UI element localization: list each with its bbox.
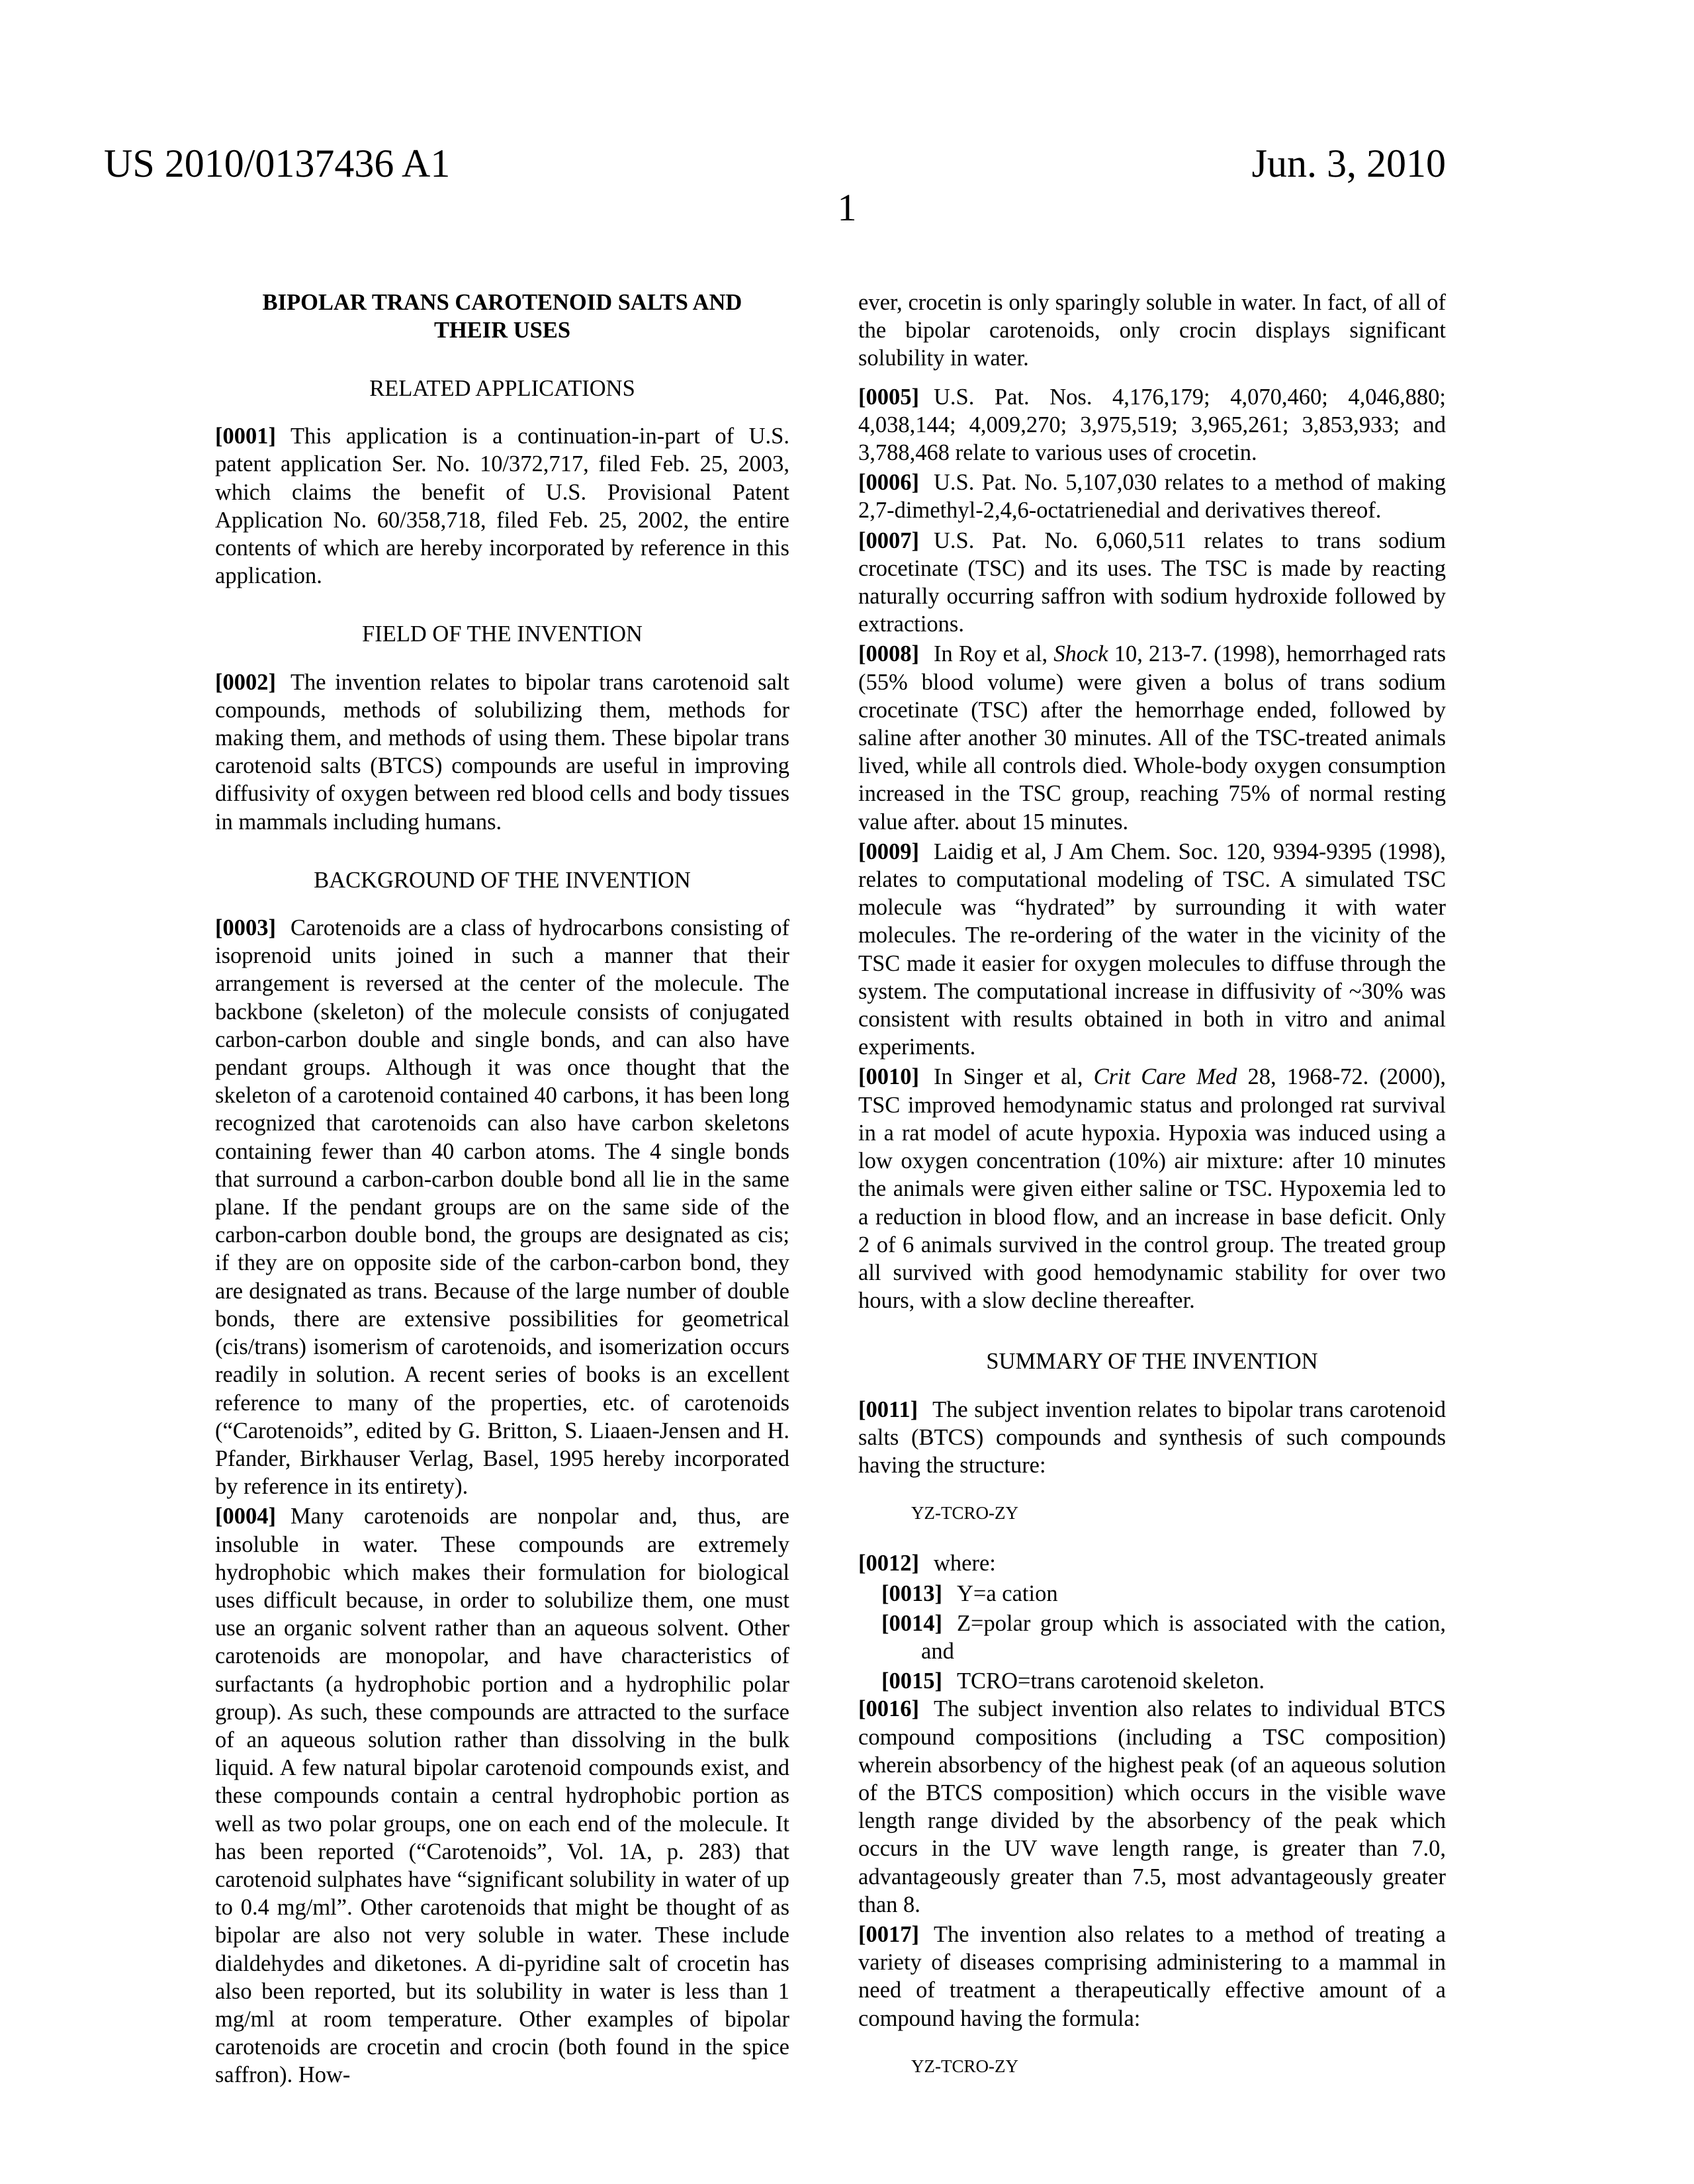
- paragraph-text: Laidig et al, J Am Chem. Soc. 120, 9394-9395 (1998), relates to computational modeling of TSC. A simulated TSC molecule was “hydrated” by surrounding it with water molecules. The re-ordering of the water in the vicinity of the TSC made it easier for oxygen molecules to diffuse through the system. The computational increase in diffusivity of ~30% was consistent with results obtained in both in vitro and animal experiments.: [858, 839, 1446, 1060]
- paragraph-continuation: [858, 289, 1446, 373]
- paragraph: [858, 1063, 1446, 1314]
- paragraph: [858, 383, 1446, 467]
- section-heading: FIELD OF THE INVENTION: [215, 620, 789, 648]
- paragraph-text: Y=a cation: [957, 1581, 1058, 1606]
- paragraph-number: [0002]: [215, 670, 276, 695]
- paragraph-number: [0006]: [858, 470, 919, 495]
- paragraph: [881, 1667, 1446, 1695]
- publication-number: US 2010/0137436 A1: [104, 140, 450, 187]
- paragraph-text: 10, 213-7. (1998), hemorrhaged rats (55% blood volume) were given a bolus of trans sodium crocetinate (TSC) after the hemorrhage ended, followed by saline after another 30 minutes. All of the TSC-treated animals lived, while all controls died. Whole-body oxygen consumption increased in the TSC group, reaching 75% of normal resting value after. about 15 minutes.: [858, 641, 1446, 834]
- paragraph-text: The invention also relates to a method of treating a variety of diseases comprising administering to a mammal in need of treatment a therapeutically effective amount of a compound having the formula:: [858, 1922, 1446, 2031]
- paragraph-text: Many carotenoids are nonpolar and, thus, are insoluble in water. These compounds are extremely hydrophobic which makes their formulation for biological uses difficult because, in order to solubilize them, one must use an organic solvent rather than an aqueous solvent. Other carotenoids are monopolar, and have characteristics of surfactants (a hydrophobic portion and a hydrophilic polar group). As such, these compounds are attracted to the surface of an aqueous solution rather than dissolving in the bulk liquid. A few natural bipolar carotenoid compounds exist, and these compounds contain a central hydrophobic portion as well as two polar groups, one on each end of the molecule. It has been reported (“Carotenoids”, Vol. 1A, p. 283) that carotenoid sulphates have “significant solubility in water of up to 0.4 mg/ml”. Other carotenoids that might be thought of as bipolar are also not very soluble in water. These include dialdehydes and diketones. A di-pyridine salt of crocetin has also been reported, but its solubility in water is less than 1 mg/ml at room temperature. Other examples of bipolar carotenoids are crocetin and crocin (both found in the spice saffron). How-: [215, 1504, 789, 2087]
- paragraph-text: Carotenoids are a class of hydrocarbons consisting of isoprenoid units joined in such a manner that their arrangement is reversed at the center of the molecule. The backbone (skeleton) of the molecule consists of conjugated carbon-carbon double and single bonds, and can also have pendant groups. Although it was once thought that the skeleton of a carotenoid contained 40 carbons, it has been long recognized that carotenoids can also have carbon skeletons containing fewer than 40 carbon atoms. The 4 single bonds that surround a carbon-carbon double bond all lie in the same plane. If the pendant groups are on the same side of the carbon-carbon double bond, the groups are designated as cis; if they are on opposite side of the carbon-carbon bond, they are designated as trans. Because of the large number of double bonds, there are extensive possibilities for geometrical (cis/trans) isomerism of carotenoids, and isomerization occurs readily in solution. A recent series of books is an excellent reference to many of the properties, etc. of carotenoids (“Carotenoids”, edited by G. Britton, S. Liaaen-Jensen and H. Pfander, Birkhauser Verlag, Basel, 1995 hereby incorporated by reference in its entirety).: [215, 915, 789, 1499]
- section-heading: BACKGROUND OF THE INVENTION: [215, 866, 789, 894]
- paragraph-number: [0011]: [858, 1397, 918, 1422]
- paragraph: [881, 1610, 1446, 1665]
- paragraph-text: This application is a continuation-in-part of U.S. patent application Ser. No. 10/372,717, filed Feb. 25, 2003, which claims the benefit of U.S. Provisional Patent Application No. 60/358,718, filed Feb. 25, 2002, the entire contents of which are hereby incorporated by reference in this application.: [215, 424, 789, 588]
- paragraph: [858, 640, 1446, 835]
- paragraph: [858, 1396, 1446, 1480]
- paragraph-number: [0001]: [215, 424, 276, 449]
- paragraph-number: [0013]: [881, 1581, 942, 1606]
- publication-date: Jun. 3, 2010: [1252, 140, 1446, 187]
- paragraph-number: [0008]: [858, 641, 919, 666]
- paragraph-number: [0005]: [858, 385, 919, 410]
- citation-journal: Shock: [1053, 641, 1108, 666]
- paragraph-text: U.S. Pat. No. 5,107,030 relates to a method of making 2,7-dimethyl-2,4,6-octatrienedial and derivatives thereof.: [858, 470, 1446, 523]
- paragraph-number: [0007]: [858, 528, 919, 553]
- paragraph-text: In Roy et al,: [934, 641, 1053, 666]
- paragraph-text: 28, 1968-72. (2000), TSC improved hemodynamic status and prolonged rat survival in a rat model of acute hypoxia. Hypoxia was induced using a low oxygen concentration (10%) air mixture: after 10 minutes the animals were given either saline or TSC. Hypoxemia led to a reduction in blood flow, and an increase in base deficit. Only 2 of 6 animals survived in the control group. The treated group all survived with good hemodynamic stability for over two hours, with a slow decline thereafter.: [858, 1064, 1446, 1313]
- paragraph-text: The subject invention relates to bipolar trans carotenoid salts (BTCS) compounds and synthesis of such compounds having the structure:: [858, 1397, 1446, 1478]
- section-heading: RELATED APPLICATIONS: [215, 375, 789, 402]
- paragraph-number: [0009]: [858, 839, 919, 864]
- paragraph-number: [0012]: [858, 1551, 919, 1576]
- document-title: BIPOLAR TRANS CAROTENOID SALTS AND THEIR USES: [242, 289, 763, 344]
- left-column: [215, 289, 789, 2089]
- paragraph: [858, 469, 1446, 524]
- paragraph-number: [0015]: [881, 1668, 942, 1694]
- paragraph-number: [0017]: [858, 1922, 919, 1947]
- paragraph: [858, 838, 1446, 1062]
- paragraph-text: U.S. Pat. Nos. 4,176,179; 4,070,460; 4,046,880; 4,038,144; 4,009,270; 3,975,519; 3,965,261; 3,853,933; and 3,788,468 relate to various uses of crocetin.: [858, 385, 1446, 465]
- paragraph-number: [0014]: [881, 1611, 942, 1636]
- paragraph-text: where:: [934, 1551, 996, 1576]
- paragraph-text: ever, crocetin is only sparingly soluble in water. In fact, of all of the bipolar carotenoids, only crocin displays significant solubility in water.: [858, 290, 1446, 371]
- paragraph: [881, 1580, 1446, 1608]
- citation-journal: Crit Care Med: [1094, 1064, 1237, 1089]
- paragraph-number: [0004]: [215, 1504, 276, 1529]
- paragraph: [215, 422, 789, 590]
- paragraph: [215, 914, 789, 1500]
- paragraph: [858, 527, 1446, 639]
- paragraph: [858, 1549, 1446, 1577]
- paragraph-text: In Singer et al,: [934, 1064, 1094, 1089]
- paragraph-number: [0003]: [215, 915, 276, 940]
- paragraph-text: TCRO=trans carotenoid skeleton.: [957, 1668, 1265, 1694]
- paragraph: [215, 668, 789, 836]
- paragraph-text: Z=polar group which is associated with the cation, and: [921, 1611, 1446, 1664]
- chemical-formula: YZ-TCRO-ZY: [911, 1499, 1446, 1527]
- right-column: [858, 289, 1446, 2103]
- paragraph-number: [0016]: [858, 1696, 919, 1721]
- paragraph: [858, 1921, 1446, 2032]
- paragraph-text: The subject invention also relates to individual BTCS compound compositions (including a TSC composition) wherein absorbency of the highest peak (of an aqueous solution of the BTCS composition) which occurs in the visible wave length range divided by the absorbency of the peak which occurs in the UV wave length range, is greater than 7.0, advantageously greater than 7.5, most advantageously greater than 8.: [858, 1696, 1446, 1917]
- paragraph: [858, 1695, 1446, 1919]
- paragraph-text: The invention relates to bipolar trans carotenoid salt compounds, methods of solubilizing them, methods for making them, and methods of using them. These bipolar trans carotenoid salts (BTCS) compounds are useful in improving diffusivity of oxygen between red blood cells and body tissues in mammals including humans.: [215, 670, 789, 835]
- page-number: 1: [0, 185, 1694, 230]
- paragraph-number: [0010]: [858, 1064, 919, 1089]
- paragraph-text: U.S. Pat. No. 6,060,511 relates to trans sodium crocetinate (TSC) and its uses. The TSC is made by reacting naturally occurring saffron with sodium hydroxide followed by extractions.: [858, 528, 1446, 637]
- paragraph: [215, 1502, 789, 2089]
- section-heading: SUMMARY OF THE INVENTION: [858, 1347, 1446, 1375]
- chemical-formula: YZ-TCRO-ZY: [911, 2052, 1446, 2080]
